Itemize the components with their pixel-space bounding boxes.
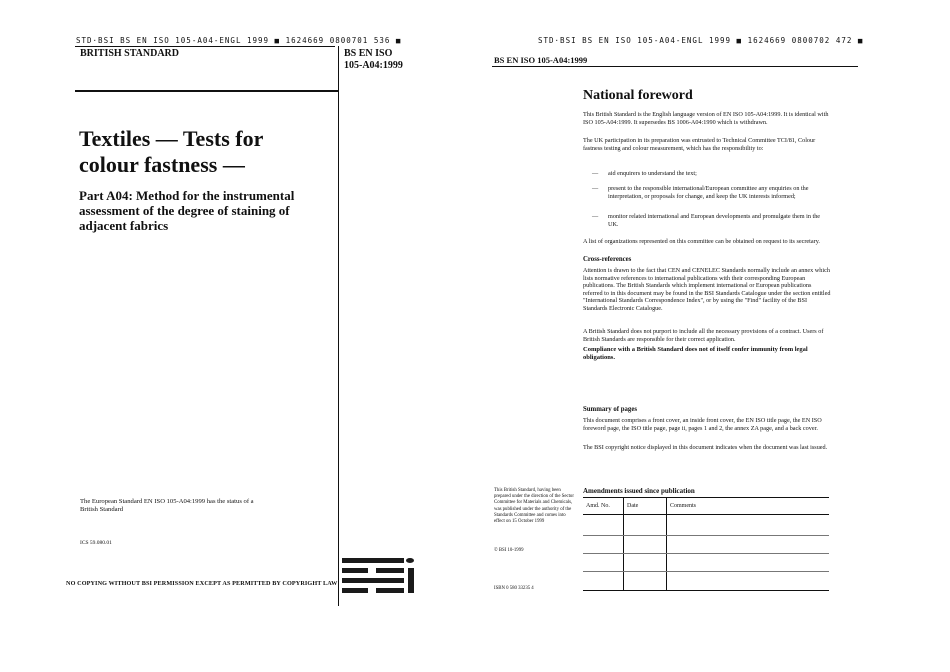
ics-code: ICS 59.080.01 bbox=[80, 540, 112, 546]
foreword-paragraph-1: This British Standard is the English language version of EN ISO 105-A04:1999. It is identical with ISO 105-A04:1999. It supersedes BS 1006-A04:1990 which is withdrawn. bbox=[583, 111, 829, 126]
amendments-header-comments: Comments bbox=[670, 503, 697, 509]
amendments-col-divider-2 bbox=[666, 497, 667, 591]
bullet-item: — aid enquirers to understand the text; bbox=[592, 170, 697, 177]
amendments-table-bottom-rule bbox=[583, 590, 829, 591]
publication-note: This British Standard, having been prepared under the direction of the Sector Committee for Materials and Chemicals, was published under the authority of the Standards Committee and comes into effect on 15 October 1999 bbox=[494, 488, 574, 525]
right-standard-number: BS EN ISO 105-A04:1999 bbox=[494, 55, 588, 65]
copyright-notice: © BSI 10-1999 bbox=[494, 548, 524, 553]
amendments-row-rule bbox=[583, 553, 829, 554]
compliance-statement: Compliance with a British Standard does not of itself confer immunity from legal obligations. bbox=[583, 346, 808, 361]
title-line1: Textiles — Tests for bbox=[79, 126, 264, 151]
amendments-header-date: Date bbox=[627, 503, 639, 509]
standard-number-box bbox=[344, 48, 414, 72]
national-foreword-heading: National foreword bbox=[583, 88, 693, 103]
right-header-rule bbox=[492, 66, 858, 67]
standard-number-line1: BS EN ISO bbox=[344, 48, 393, 59]
cross-references-paragraph-2: A British Standard does not purport to include all the necessary provisions of a contract. Users of British Standards are responsible for their correct application. bbox=[583, 328, 824, 343]
summary-paragraph-2: The BSI copyright notice displayed in this document indicates when the document was last issued. bbox=[583, 444, 828, 451]
title-line2: colour fastness — bbox=[79, 152, 245, 177]
copying-notice: NO COPYING WITHOUT BSI PERMISSION EXCEPT AS PERMITTED BY COPYRIGHT LAW bbox=[66, 580, 338, 587]
bsi-logo bbox=[342, 556, 414, 598]
cross-references-paragraph-1: Attention is drawn to the fact that CEN and CENELEC Standards normally include an annex which lists normative references to international publications with their corresponding European publications. The British Standards which implement international or European publications referred to in this document may be found in the BSI Standards Catalogue under the section entitled "International Standards Correspondence Index", or by using the "Find" facility of the BSI Standards Electronic Catalogue. bbox=[583, 267, 831, 312]
part-title bbox=[79, 188, 329, 233]
amendments-header-amd-no: Amd. No. bbox=[586, 503, 610, 509]
cross-references-heading: Cross-references bbox=[583, 256, 632, 263]
summary-of-pages-heading: Summary of pages bbox=[583, 406, 637, 413]
amendments-header-rule bbox=[583, 514, 829, 515]
foreword-paragraph-2: The UK participation in its preparation was entrusted to Technical Committee TCI/81, Colour fastness testing and colour measurement, which has the responsibility to: bbox=[583, 137, 816, 152]
left-header-code: STD·BSI BS EN ISO 105-A04-ENGL 1999 ■ 1624669 0800701 536 ■ bbox=[76, 36, 402, 45]
en-note-line2: British Standard bbox=[80, 506, 124, 513]
part-title-line3: adjacent fabrics bbox=[79, 218, 169, 233]
european-standard-note bbox=[80, 498, 330, 514]
left-header-bottom-rule bbox=[75, 90, 339, 92]
amendments-table-top-rule bbox=[583, 497, 829, 498]
isbn: ISBN 0 580 33235 4 bbox=[494, 586, 534, 591]
brand-label: BRITISH STANDARD bbox=[80, 48, 180, 59]
amendments-row-rule bbox=[583, 535, 829, 536]
standard-number-line2: 105-A04:1999 bbox=[344, 60, 403, 71]
amendments-table-title: Amendments issued since publication bbox=[583, 487, 695, 495]
foreword-paragraph-3: A list of organizations represented on this committee can be obtained on request to its secretary. bbox=[583, 238, 820, 245]
bullet-item: — monitor related international and European developments and promulgate them in the UK. bbox=[592, 213, 821, 228]
amendments-col-divider-1 bbox=[623, 497, 624, 591]
amendments-row-rule bbox=[583, 571, 829, 572]
right-header-code: STD·BSI BS EN ISO 105-A04-ENGL 1999 ■ 1624669 0800702 472 ■ bbox=[538, 36, 864, 45]
part-title-line2: assessment of the degree of staining of bbox=[79, 203, 290, 218]
summary-paragraph-1: This document comprises a front cover, an inside front cover, the EN ISO title page, the EN ISO foreword page, the ISO title page, page ii, pages 1 and 2, the annex ZA page, and a back cover. bbox=[583, 417, 822, 432]
left-header-top-rule bbox=[75, 46, 335, 47]
bullet-item: — present to the responsible international/European committee any enquiries on the interpretation, or proposals for change, and keep the UK interests informed; bbox=[592, 185, 809, 200]
document-title bbox=[79, 126, 339, 178]
part-title-line1: Part A04: Method for the instrumental bbox=[79, 188, 295, 203]
en-note-line1: The European Standard EN ISO 105-A04:1999 has the status of a bbox=[80, 498, 254, 505]
